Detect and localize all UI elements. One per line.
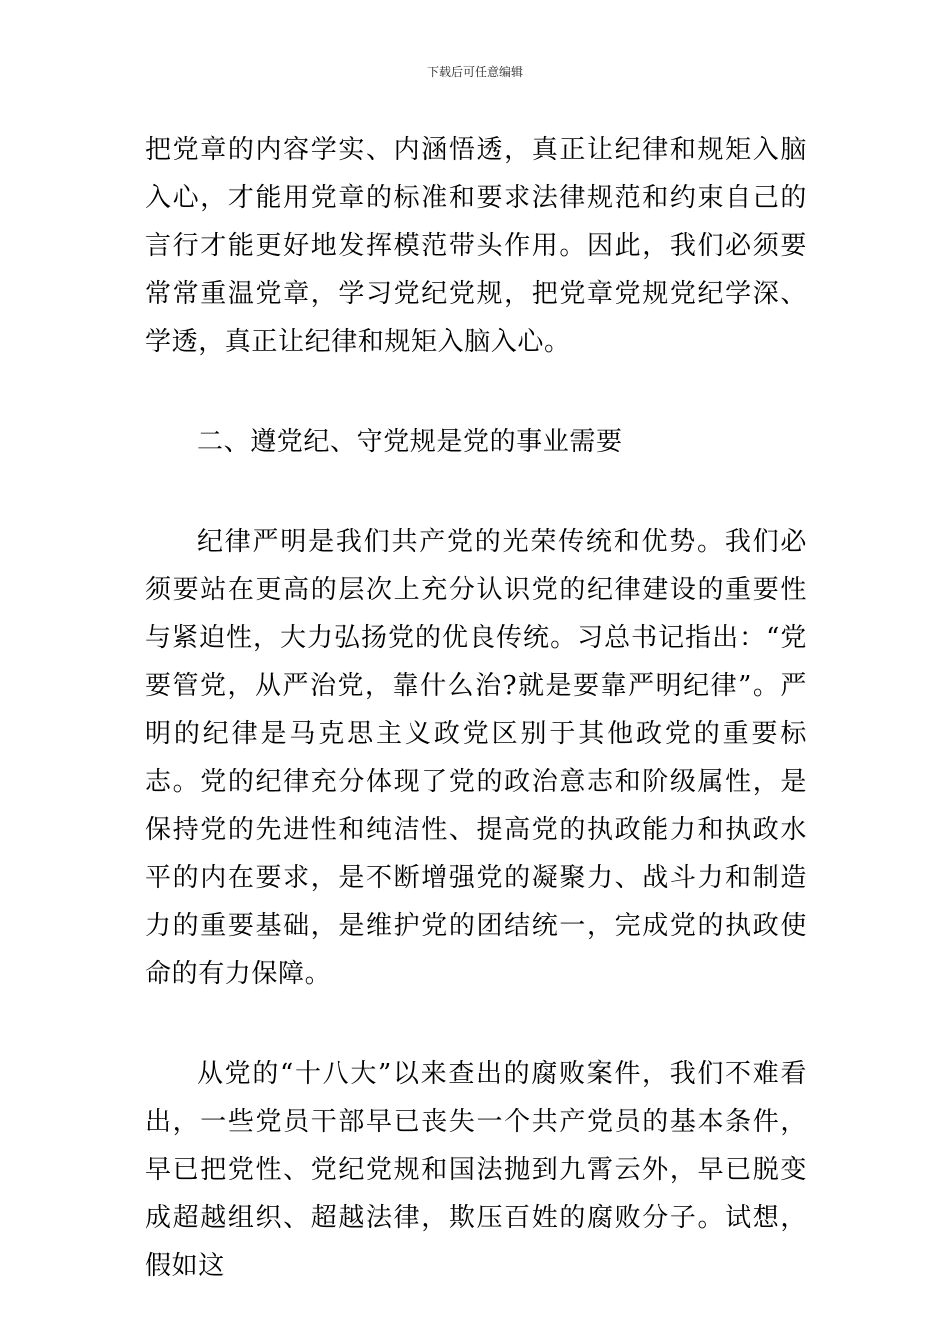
document-body (145, 126, 807, 1290)
page-header-note: 下载后可任意编辑 (426, 65, 523, 79)
section-heading-2: 二、遵党纪、守党规是党的事业需要 (197, 427, 623, 457)
paragraph-continuation: 把党章的内容学实、内涵悟透，真正让纪律和规矩入脑入心，才能用党章的标准和要求法律规范和约束自己的言行才能更好地发挥模范带头作用。因此，我们必须要常常重温党章，学习党纪党规，把党章党规党纪学深、学透，真正让纪律和规矩入脑入心。 (145, 135, 807, 357)
paragraph-corruption-cases: 从党的“十八大”以来查出的腐败案件，我们不难看出，一些党员干部早已丧失一个共产党员的基本条件，早已把党性、党纪党规和国法抛到九霄云外，早已脱变成超越组织、超越法律，欺压百姓的腐败分子。试想，假如这 (145, 1059, 807, 1281)
paragraph-discipline: 纪律严明是我们共产党的光荣传统和优势。我们必须要站在更高的层次上充分认识党的纪律建设的重要性与紧迫性，大力弘扬党的优良传统。习总书记指出：“党要管党，从严治党，靠什么治?就是要靠严明纪律”。严明的纪律是马克思主义政党区别于其他政党的重要标志。党的纪律充分体现了党的政治意志和阶级属性，是保持党的先进性和纯洁性、提高党的执政能力和执政水平的内在要求，是不断增强党的凝聚力、战斗力和制造力的重要基础，是维护党的团结统一，完成党的执政使命的有力保障。 (145, 527, 807, 989)
